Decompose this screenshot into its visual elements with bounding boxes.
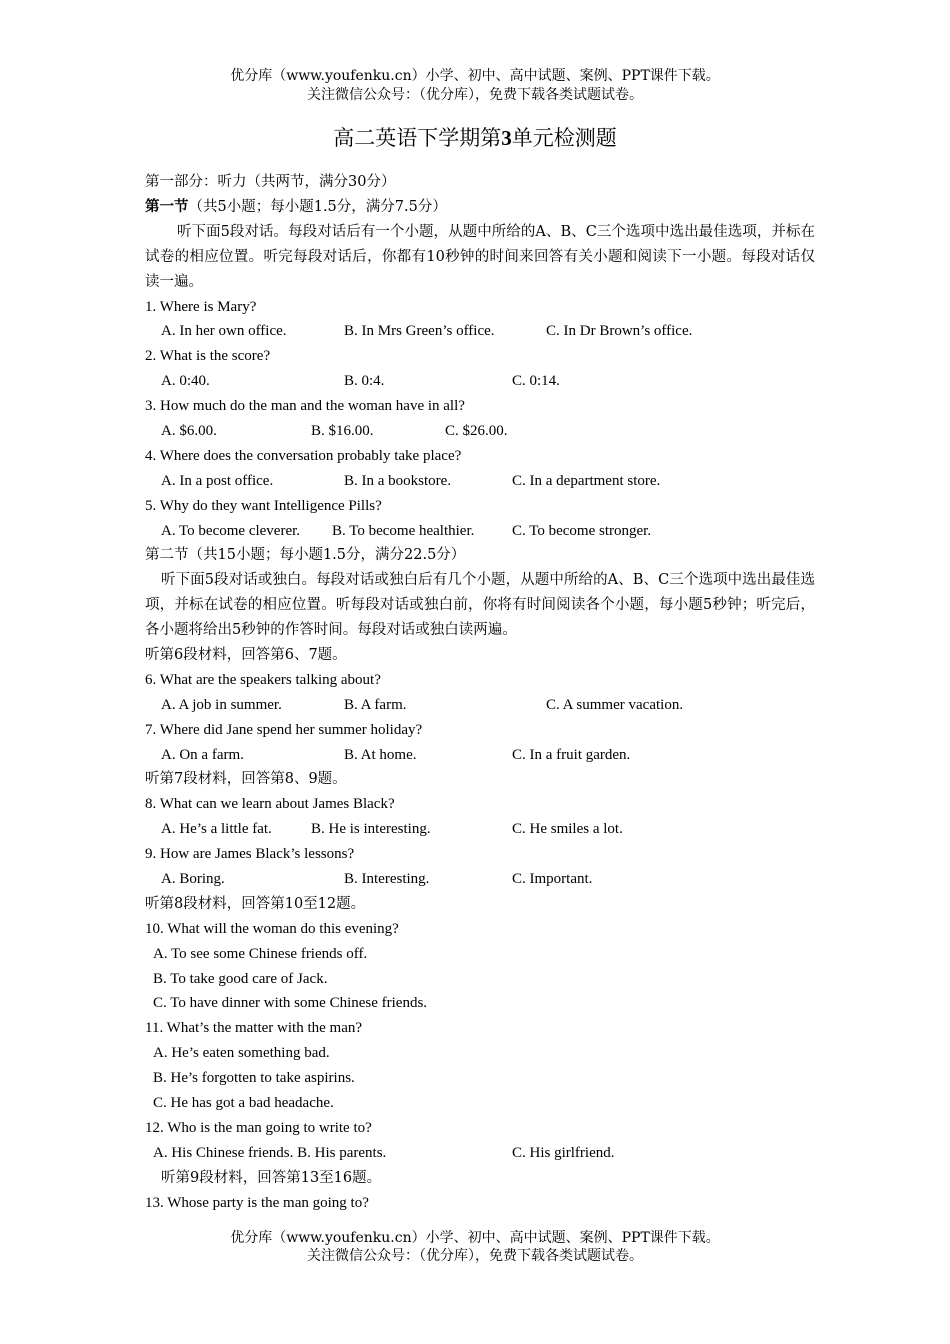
option-b: B. In a bookstore. xyxy=(344,472,452,489)
option-b: B. At home. xyxy=(344,746,417,763)
option-c: C. Important. xyxy=(512,871,593,888)
option-a: A. In her own office. xyxy=(161,323,287,340)
question-10-option-a: A. To see some Chinese friends off. xyxy=(153,945,368,962)
option-c: C. To become stronger. xyxy=(512,522,652,539)
footer-line-1: 优分库（www.youfenku.cn）小学、初中、高中试题、案例、PPT课件下载。 xyxy=(230,1230,720,1246)
question-10-option-c: C. To have dinner with some Chinese friends. xyxy=(153,995,428,1012)
question-11-option-a: A. He’s eaten something bad. xyxy=(153,1045,330,1062)
question-13: 13. Whose party is the man going to? xyxy=(145,1194,369,1211)
question-3-options xyxy=(145,419,815,444)
question-9-options xyxy=(145,867,815,892)
header-line-1: 优分库（www.youfenku.cn）小学、初中、高中试题、案例、PPT课件下载。 xyxy=(230,68,720,84)
option-a: A. Boring. xyxy=(161,871,225,888)
option-c: C. In a fruit garden. xyxy=(512,746,631,763)
question-6: 6. What are the speakers talking about? xyxy=(145,671,381,688)
material-8-note: 听第8段材料，回答第10至12题。 xyxy=(145,895,366,912)
question-5-options xyxy=(145,519,815,544)
section2-heading: 第二节（共15小题；每小题1.5分，满分22.5分） xyxy=(145,547,466,564)
option-b: B. 0:4. xyxy=(344,373,385,390)
page-title xyxy=(0,122,950,152)
question-11: 11. What’s the matter with the man? xyxy=(145,1020,363,1037)
option-b: B. To become healthier. xyxy=(332,522,475,539)
option-c: C. His girlfriend. xyxy=(512,1144,615,1161)
section1-label: 第一节 xyxy=(145,197,189,215)
section1-detail: （共5小题；每小题1.5分，满分7.5分） xyxy=(188,198,447,215)
footer-line-2: 关注微信公众号：（优分库），免费下载各类试题试卷。 xyxy=(307,1248,643,1264)
question-2-options xyxy=(145,369,815,394)
question-1: 1. Where is Mary? xyxy=(145,298,257,315)
option-a: A. $6.00. xyxy=(161,422,217,439)
material-7-note: 听第7段材料，回答第8、9题。 xyxy=(145,771,347,788)
option-c: C. A summer vacation. xyxy=(546,696,684,713)
title-prefix: 高二英语下学期第 xyxy=(333,126,502,150)
question-4: 4. Where does the conversation probably take place? xyxy=(145,447,462,464)
section1-instructions: 听下面5段对话。每段对话后有一个小题，从题中所给的A、B、C三个选项中选出最佳选项，并标在试卷的相应位置。听完每段对话后，你都有10秒钟的时间来回答有关小题和阅读下一小题。每段对话仅读一遍。 xyxy=(145,223,815,290)
option-a: A. In a post office. xyxy=(161,472,274,489)
question-8: 8. What can we learn about James Black? xyxy=(145,796,395,813)
section1-heading xyxy=(145,195,815,220)
header-line-2: 关注微信公众号：（优分库），免费下载各类试题试卷。 xyxy=(307,87,643,103)
option-b: B. A farm. xyxy=(344,696,407,713)
option-c: C. In a department store. xyxy=(512,472,661,489)
part1-heading: 第一部分：听力（共两节，满分30分） xyxy=(145,174,396,190)
title-suffix: 单元检测题 xyxy=(511,126,617,150)
question-6-options xyxy=(145,693,815,718)
question-9: 9. How are James Black’s lessons? xyxy=(145,846,355,863)
title-unit-number: 3 xyxy=(501,126,512,150)
question-10: 10. What will the woman do this evening? xyxy=(145,920,399,937)
question-8-options xyxy=(145,817,815,842)
question-3: 3. How much do the man and the woman have in all? xyxy=(145,398,465,415)
option-a: A. A job in summer. xyxy=(161,696,282,713)
question-12-options xyxy=(145,1141,815,1166)
material-9-note: 听第9段材料，回答第13至16题。 xyxy=(161,1169,382,1186)
question-11-option-b: B. He’s forgotten to take aspirins. xyxy=(153,1070,355,1087)
option-b: B. $16.00. xyxy=(311,422,374,439)
question-4-options xyxy=(145,469,815,494)
question-12: 12. Who is the man going to write to? xyxy=(145,1119,372,1136)
question-7-options xyxy=(145,743,815,768)
option-c: C. He smiles a lot. xyxy=(512,821,623,838)
question-7: 7. Where did Jane spend her summer holiday? xyxy=(145,721,423,738)
exam-content xyxy=(145,170,815,1216)
option-c: C. 0:14. xyxy=(512,373,560,390)
section2-instructions: 听下面5段对话或独白。每段对话或独白后有几个小题，从题中所给的A、B、C三个选项中选出最佳选项，并标在试卷的相应位置。听每段对话或独白前，你将有时间阅读各个小题，每小题5秒钟；听完后，各小题将给出5秒钟的作答时间。每段对话或独白读两遍。 xyxy=(145,572,815,639)
option-ab: A. His Chinese friends. B. His parents. xyxy=(153,1144,387,1161)
question-2: 2. What is the score? xyxy=(145,348,271,365)
question-10-option-b: B. To take good care of Jack. xyxy=(153,970,328,987)
option-a: A. 0:40. xyxy=(161,373,210,390)
question-1-options xyxy=(145,319,815,344)
material-6-note: 听第6段材料，回答第6、7题。 xyxy=(145,647,347,664)
option-c: C. In Dr Brown’s office. xyxy=(546,323,693,340)
option-b: B. In Mrs Green’s office. xyxy=(344,323,495,340)
question-11-option-c: C. He has got a bad headache. xyxy=(153,1095,334,1112)
option-a: A. On a farm. xyxy=(161,746,244,763)
option-b: B. Interesting. xyxy=(344,871,430,888)
option-c: C. $26.00. xyxy=(445,422,508,439)
question-5: 5. Why do they want Intelligence Pills? xyxy=(145,497,382,514)
option-a: A. To become cleverer. xyxy=(161,522,301,539)
option-a: A. He’s a little fat. xyxy=(161,821,272,838)
option-b: B. He is interesting. xyxy=(311,821,431,838)
